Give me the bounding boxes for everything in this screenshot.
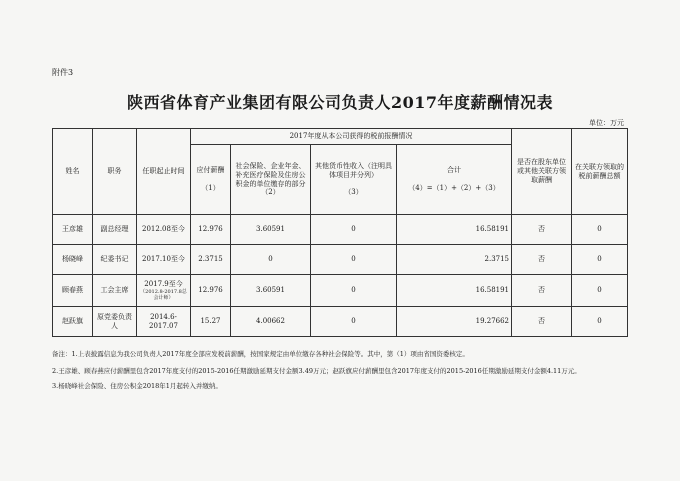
- cell-payable: 12.976: [191, 275, 231, 307]
- cell-social: 0: [231, 245, 311, 275]
- page-title: 陕西省体育产业集团有限公司负责人2017年度薪酬情况表: [126, 93, 554, 112]
- cell-total: 2.3715: [397, 245, 512, 275]
- cell-other: 0: [311, 245, 397, 275]
- header-other-label: 其他货币性收入（注明具体项目并分列）: [315, 162, 392, 179]
- header-social-label: 社会保险、企业年金、补充医疗保险及住房公积金的单位缴存的部分: [235, 162, 306, 188]
- cell-total: 16.58191: [397, 275, 512, 307]
- cell-tenure: [137, 275, 191, 307]
- cell-position: 副总经理: [93, 215, 137, 245]
- cell-tenure: 2014.6-2017.07: [137, 307, 191, 337]
- cell-other: 0: [311, 275, 397, 307]
- cell-related: 0: [572, 245, 628, 275]
- cell-payable: 15.27: [191, 307, 231, 337]
- header-tenure: 任职起止时间: [137, 129, 191, 215]
- cell-social: 3.60591: [231, 275, 311, 307]
- cell-name: 赵跃旗: [53, 307, 93, 337]
- note-2: 2.王彦雄、顾春燕应付薪酬里包含2017年度支付的2015-2016任期激励延期支付金额3.49万元；赵跃旗应付薪酬里包含2017年度支付的2015-2016任期激励延期支付金额4.11万元。: [52, 367, 581, 375]
- cell-related: 0: [572, 215, 628, 245]
- cell-total: 16.58191: [397, 215, 512, 245]
- header-income-group: 2017年度从本公司获得的税前报酬情况: [191, 129, 512, 145]
- cell-tenure-main: 2017.9至今: [144, 280, 183, 289]
- notes: [52, 347, 632, 394]
- cell-name: 顾春燕: [53, 275, 93, 307]
- cell-other: 0: [311, 307, 397, 337]
- cell-position: 工会主席: [93, 275, 137, 307]
- unit-label: 单位：万元: [589, 119, 624, 127]
- cell-total: 19.27662: [397, 307, 512, 337]
- table-row: [53, 275, 628, 307]
- header-position: 职务: [93, 129, 137, 215]
- header-payable: [191, 145, 231, 215]
- cell-tenure-note: （2012.8-2017.8总会计师）: [140, 288, 187, 301]
- header-payable-number: （1）: [201, 183, 220, 192]
- header-total: [397, 145, 512, 215]
- header-name: 姓名: [53, 129, 93, 215]
- cell-other: 0: [311, 215, 397, 245]
- cell-shareholder: 否: [512, 275, 572, 307]
- cell-shareholder: 否: [512, 245, 572, 275]
- header-other-number: （3）: [344, 188, 363, 197]
- cell-payable: 2.3715: [191, 245, 231, 275]
- cell-shareholder: 否: [512, 215, 572, 245]
- cell-tenure: 2012.08至今: [137, 215, 191, 245]
- cell-social: 4.00662: [231, 307, 311, 337]
- header-payable-label: 应付薪酬: [196, 166, 225, 175]
- table-row: [53, 245, 628, 275]
- header-social-number: （2）: [261, 188, 280, 197]
- cell-position: 纪委书记: [93, 245, 137, 275]
- header-social: [231, 145, 311, 215]
- table-row: [53, 215, 628, 245]
- cell-tenure: 2017.10至今: [137, 245, 191, 275]
- header-total-formula: （4）=（1）+（2）+（3）: [408, 183, 500, 192]
- salary-table: [52, 128, 628, 337]
- attachment-label: 附件3: [52, 68, 74, 77]
- cell-payable: 12.976: [191, 215, 231, 245]
- cell-social: 3.60591: [231, 215, 311, 245]
- header-related: 在关联方领取的税前薪酬总额: [572, 129, 628, 215]
- header-total-label: 合计: [447, 166, 461, 175]
- cell-name: 王彦雄: [53, 215, 93, 245]
- table-row: [53, 307, 628, 337]
- cell-position: 原党委负责人: [93, 307, 137, 337]
- cell-name: 杨晓峰: [53, 245, 93, 275]
- cell-related: 0: [572, 307, 628, 337]
- cell-shareholder: 否: [512, 307, 572, 337]
- header-shareholder: 是否在股东单位或其他关联方领取薪酬: [512, 129, 572, 215]
- note-3: 3.杨晓峰社会保险、住房公积金2018年1月起转入并缴纳。: [52, 382, 222, 390]
- note-1: 备注：1.上表披露信息为我公司负责人2017年度全部应发税前薪酬，按国家规定由单位缴存各种社会保险等。其中，第（1）项由省国资委核定。: [52, 350, 469, 358]
- header-other: [311, 145, 397, 215]
- cell-related: 0: [572, 275, 628, 307]
